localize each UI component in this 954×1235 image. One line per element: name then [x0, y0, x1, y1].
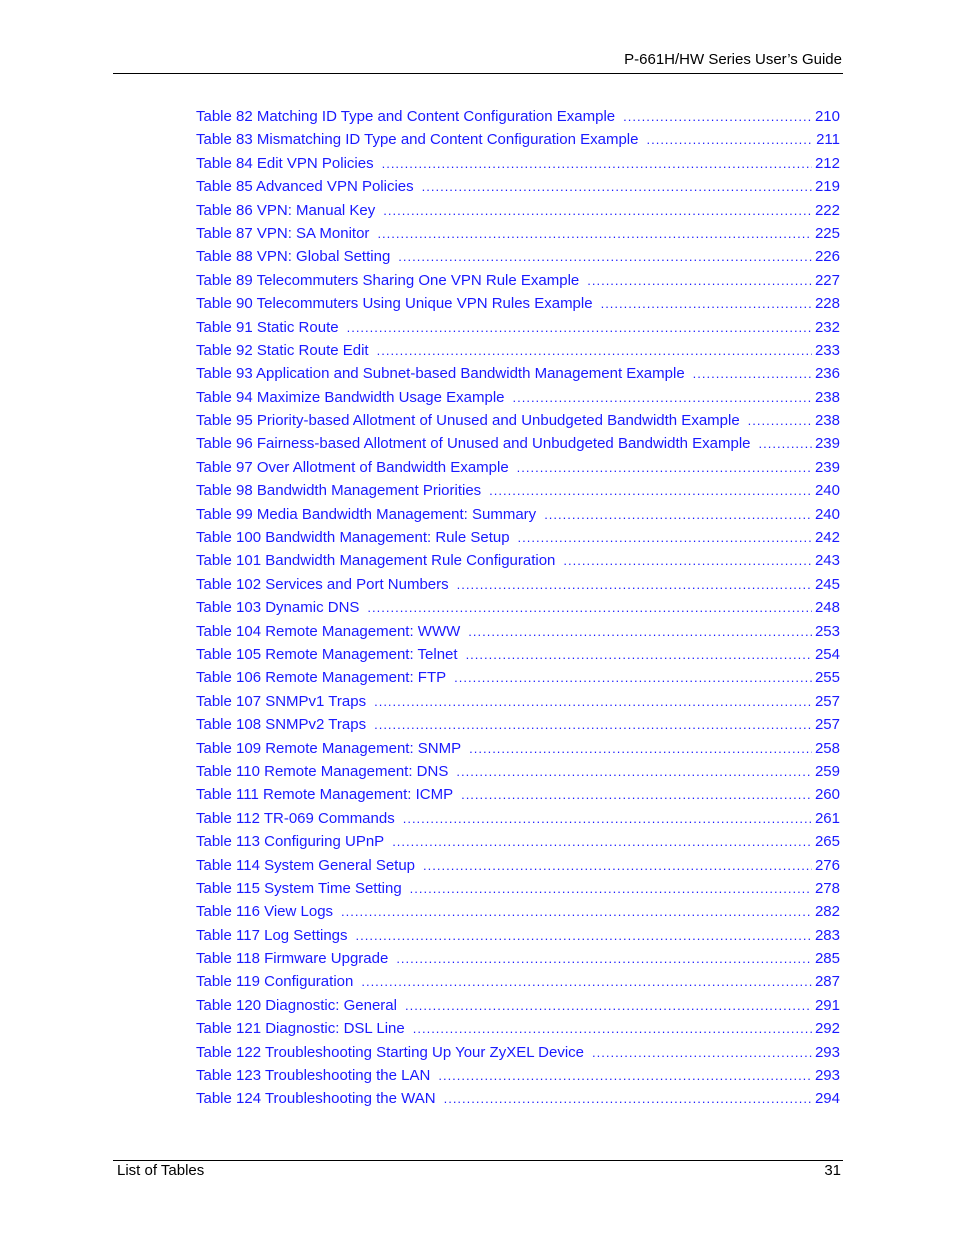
toc-entry[interactable] — [196, 947, 840, 970]
dot-leader — [544, 503, 812, 526]
toc-entry[interactable] — [196, 479, 840, 502]
toc-entry-label[interactable]: Table 92 Static Route Edit — [196, 341, 369, 359]
toc-entry[interactable] — [196, 105, 840, 128]
dot-leader — [587, 269, 812, 292]
toc-entry[interactable] — [196, 526, 840, 549]
toc-entry-label[interactable]: Table 85 Advanced VPN Policies — [196, 178, 414, 196]
toc-entry-label[interactable]: Table 107 SNMPv1 Traps — [196, 692, 367, 710]
toc-entry[interactable] — [196, 339, 840, 362]
toc-entry-label[interactable]: Table 95 Priority-based Allotment of Unused and Unbudgeted Bandwidth Example — [196, 412, 740, 430]
toc-entry-label[interactable]: Table 83 Mismatching ID Type and Content Configuration Example — [196, 131, 639, 149]
toc-entry-label[interactable]: Table 116 View Logs — [196, 903, 334, 921]
toc-entry[interactable] — [196, 690, 840, 713]
toc-entry-label[interactable]: Table 115 System Time Setting — [196, 879, 402, 897]
dot-leader — [461, 783, 812, 806]
toc-entry[interactable] — [196, 760, 840, 783]
dot-leader — [405, 994, 812, 1017]
dot-leader — [361, 970, 812, 993]
toc-entry-page[interactable]: 257 — [814, 692, 840, 710]
dot-leader — [374, 690, 812, 713]
toc-entry[interactable] — [196, 549, 840, 572]
toc-entry-page[interactable]: 292 — [814, 1020, 840, 1038]
toc-entry-page[interactable]: 287 — [814, 973, 840, 991]
toc-entry[interactable] — [196, 807, 840, 830]
dot-leader — [759, 432, 812, 455]
footer-section-title: List of Tables — [117, 1162, 205, 1179]
toc-entry-label[interactable]: Table 112 TR-069 Commands — [196, 809, 395, 827]
dot-leader — [403, 807, 812, 830]
toc-entry-page[interactable]: 210 — [814, 108, 840, 125]
toc-entry-label[interactable]: Table 101 Bandwidth Management Rule Configuration — [196, 552, 556, 570]
toc-entry-page[interactable]: 238 — [814, 388, 840, 406]
toc-entry-page[interactable]: 233 — [814, 341, 840, 359]
toc-entry-page[interactable]: 259 — [814, 762, 840, 780]
toc-entry-page[interactable]: 225 — [814, 224, 840, 242]
dot-leader — [489, 479, 812, 502]
dot-leader — [518, 526, 812, 549]
toc-entry[interactable] — [196, 128, 840, 151]
toc-entry-page[interactable]: 239 — [814, 435, 840, 453]
toc-entry[interactable] — [196, 222, 840, 245]
toc-entry-label[interactable]: Table 96 Fairness-based Allotment of Unused and Unbudgeted Bandwidth Example — [196, 435, 751, 453]
toc-entry-label[interactable]: Table 97 Over Allotment of Bandwidth Example — [196, 458, 509, 476]
toc-entry-page[interactable]: 242 — [814, 529, 840, 547]
dot-leader — [392, 830, 812, 853]
dot-leader — [693, 362, 812, 385]
toc-entry-label[interactable]: Table 87 VPN: SA Monitor — [196, 224, 370, 242]
toc-entry-label[interactable]: Table 122 Troubleshooting Starting Up Your ZyXEL Device — [196, 1043, 585, 1061]
toc-entry-page[interactable]: 238 — [814, 412, 840, 430]
dot-leader — [646, 128, 813, 151]
toc-entry-page[interactable]: 293 — [814, 1043, 840, 1061]
footer-page-number: 31 — [824, 1162, 841, 1179]
toc-entry[interactable] — [196, 620, 840, 643]
dot-leader — [438, 1064, 812, 1087]
toc-entry[interactable] — [196, 924, 840, 947]
toc-entry[interactable] — [196, 994, 840, 1017]
toc-entry[interactable] — [196, 386, 840, 409]
toc-entry-page[interactable]: 254 — [814, 645, 840, 663]
toc-entry-page[interactable]: 285 — [814, 950, 840, 968]
toc-entry[interactable] — [196, 292, 840, 315]
dot-leader — [444, 1087, 812, 1110]
toc-entry-page[interactable]: 227 — [814, 271, 840, 289]
toc-entry-page[interactable]: 260 — [814, 786, 840, 804]
toc-entry-page[interactable]: 243 — [814, 552, 840, 570]
toc-entry[interactable] — [196, 737, 840, 760]
toc-entry[interactable] — [196, 970, 840, 993]
dot-leader — [513, 386, 812, 409]
toc-entry[interactable] — [196, 573, 840, 596]
toc-entry-label[interactable]: Table 100 Bandwidth Management: Rule Setup — [196, 529, 510, 547]
dot-leader — [398, 245, 812, 268]
toc-entry[interactable] — [196, 713, 840, 736]
toc-entry-page[interactable]: 222 — [814, 201, 840, 219]
toc-entry-page[interactable]: 282 — [814, 903, 840, 921]
toc-entry-page[interactable]: 253 — [814, 622, 840, 640]
toc-entry-label[interactable]: Table 110 Remote Management: DNS — [196, 762, 449, 780]
toc-entry-label[interactable]: Table 105 Remote Management: Telnet — [196, 645, 458, 663]
dot-leader — [748, 409, 812, 432]
toc-entry-label[interactable]: Table 98 Bandwidth Management Priorities — [196, 482, 482, 500]
toc-entry-page[interactable]: 276 — [814, 856, 840, 874]
toc-entry-label[interactable]: Table 121 Diagnostic: DSL Line — [196, 1020, 405, 1038]
dot-leader — [457, 573, 812, 596]
dot-leader — [413, 1017, 812, 1040]
toc-entry-page[interactable]: 240 — [814, 482, 840, 500]
toc-entry-label[interactable]: Table 123 Troubleshooting the LAN — [196, 1067, 431, 1085]
toc-entry[interactable] — [196, 830, 840, 853]
toc-entry-label[interactable]: Table 113 Configuring UPnP — [196, 833, 385, 851]
toc-entry-page[interactable]: 219 — [814, 178, 840, 196]
toc-entry-label[interactable]: Table 118 Firmware Upgrade — [196, 950, 389, 968]
toc-entry[interactable] — [196, 666, 840, 689]
toc-entry-label[interactable]: Table 114 System General Setup — [196, 856, 416, 874]
toc-entry-page[interactable]: 255 — [814, 669, 840, 687]
toc-entry[interactable] — [196, 199, 840, 222]
list-of-tables — [196, 105, 840, 1111]
toc-entry[interactable] — [196, 854, 840, 877]
toc-entry-page[interactable]: 211 — [816, 131, 840, 149]
dot-leader — [623, 105, 812, 128]
toc-entry[interactable] — [196, 1041, 840, 1064]
guide-title: P-661H/HW Series User’s Guide — [624, 51, 842, 68]
header-divider — [113, 73, 843, 74]
toc-entry[interactable] — [196, 245, 840, 268]
toc-entry[interactable] — [196, 900, 840, 923]
toc-entry[interactable] — [196, 152, 840, 175]
toc-entry-page[interactable]: 245 — [814, 575, 840, 593]
toc-entry-label[interactable]: Table 104 Remote Management: WWW — [196, 622, 461, 640]
toc-entry-label[interactable]: Table 119 Configuration — [196, 973, 354, 991]
toc-entry-page[interactable]: 248 — [814, 599, 840, 617]
dot-leader — [356, 924, 812, 947]
toc-entry-page[interactable]: 232 — [814, 318, 840, 336]
toc-entry-label[interactable]: Table 120 Diagnostic: General — [196, 996, 397, 1014]
toc-entry-page[interactable]: 236 — [814, 365, 840, 383]
dot-leader — [367, 596, 812, 619]
toc-entry-page[interactable]: 239 — [814, 458, 840, 476]
toc-entry-page[interactable]: 293 — [814, 1067, 840, 1085]
toc-entry-label[interactable]: Table 91 Static Route — [196, 318, 339, 336]
toc-entry[interactable] — [196, 1017, 840, 1040]
dot-leader — [382, 152, 812, 175]
dot-leader — [456, 760, 812, 783]
toc-entry-label[interactable]: Table 93 Application and Subnet-based Bandwidth Management Example — [196, 365, 685, 383]
toc-entry[interactable] — [196, 362, 840, 385]
footer-divider — [113, 1160, 843, 1161]
toc-entry[interactable] — [196, 783, 840, 806]
toc-entry[interactable] — [196, 643, 840, 666]
toc-entry-label[interactable]: Table 99 Media Bandwidth Management: Summary — [196, 505, 537, 523]
toc-entry-label[interactable]: Table 86 VPN: Manual Key — [196, 201, 376, 219]
toc-entry-page[interactable]: 257 — [814, 716, 840, 734]
dot-leader — [601, 292, 812, 315]
toc-entry[interactable] — [196, 316, 840, 339]
toc-entry-page[interactable]: 226 — [814, 248, 840, 266]
toc-entry-page[interactable]: 261 — [814, 809, 840, 827]
toc-entry-label[interactable]: Table 117 Log Settings — [196, 926, 348, 944]
dot-leader — [347, 316, 812, 339]
dot-leader — [374, 713, 812, 736]
toc-entry-label[interactable]: Table 103 Dynamic DNS — [196, 599, 360, 617]
dot-leader — [396, 947, 812, 970]
dot-leader — [468, 620, 812, 643]
toc-entry-label[interactable]: Table 124 Troubleshooting the WAN — [196, 1090, 436, 1108]
toc-entry[interactable] — [196, 409, 840, 432]
toc-entry[interactable] — [196, 1064, 840, 1087]
toc-entry[interactable] — [196, 175, 840, 198]
toc-entry-label[interactable]: Table 84 Edit VPN Policies — [196, 154, 374, 172]
toc-entry[interactable] — [196, 877, 840, 900]
dot-leader — [383, 199, 812, 222]
toc-entry-label[interactable]: Table 102 Services and Port Numbers — [196, 575, 449, 593]
dot-leader — [454, 666, 812, 689]
dot-leader — [469, 737, 812, 760]
toc-entry-label[interactable]: Table 94 Maximize Bandwidth Usage Example — [196, 388, 505, 406]
toc-entry[interactable] — [196, 596, 840, 619]
dot-leader — [592, 1041, 812, 1064]
toc-entry-page[interactable]: 283 — [814, 926, 840, 944]
toc-entry-label[interactable]: Table 109 Remote Management: SNMP — [196, 739, 462, 757]
toc-entry-page[interactable]: 278 — [814, 879, 840, 897]
toc-entry-label[interactable]: Table 108 SNMPv2 Traps — [196, 716, 367, 734]
dot-leader — [563, 549, 812, 572]
toc-entry[interactable] — [196, 432, 840, 455]
toc-entry[interactable] — [196, 1087, 840, 1110]
toc-entry-label[interactable]: Table 82 Matching ID Type and Content Configuration Example — [196, 108, 616, 125]
dot-leader — [423, 854, 812, 877]
toc-entry-page[interactable]: 291 — [814, 996, 840, 1014]
dot-leader — [410, 877, 812, 900]
dot-leader — [377, 339, 812, 362]
dot-leader — [377, 222, 812, 245]
toc-entry[interactable] — [196, 456, 840, 479]
dot-leader — [341, 900, 812, 923]
toc-entry-page[interactable]: 240 — [814, 505, 840, 523]
toc-entry-label[interactable]: Table 90 Telecommuters Using Unique VPN Rules Example — [196, 295, 593, 313]
toc-entry[interactable] — [196, 269, 840, 292]
toc-entry-label[interactable]: Table 89 Telecommuters Sharing One VPN Rule Example — [196, 271, 580, 289]
toc-entry-page[interactable]: 212 — [814, 154, 840, 172]
dot-leader — [466, 643, 812, 666]
toc-entry-label[interactable]: Table 88 VPN: Global Setting — [196, 248, 391, 266]
toc-entry-page[interactable]: 294 — [814, 1090, 840, 1108]
toc-entry-page[interactable]: 228 — [814, 295, 840, 313]
toc-entry-label[interactable]: Table 111 Remote Management: ICMP — [196, 786, 454, 804]
toc-entry[interactable] — [196, 503, 840, 526]
toc-entry-page[interactable]: 258 — [814, 739, 840, 757]
dot-leader — [517, 456, 812, 479]
dot-leader — [422, 175, 812, 198]
toc-entry-label[interactable]: Table 106 Remote Management: FTP — [196, 669, 447, 687]
toc-entry-page[interactable]: 265 — [814, 833, 840, 851]
